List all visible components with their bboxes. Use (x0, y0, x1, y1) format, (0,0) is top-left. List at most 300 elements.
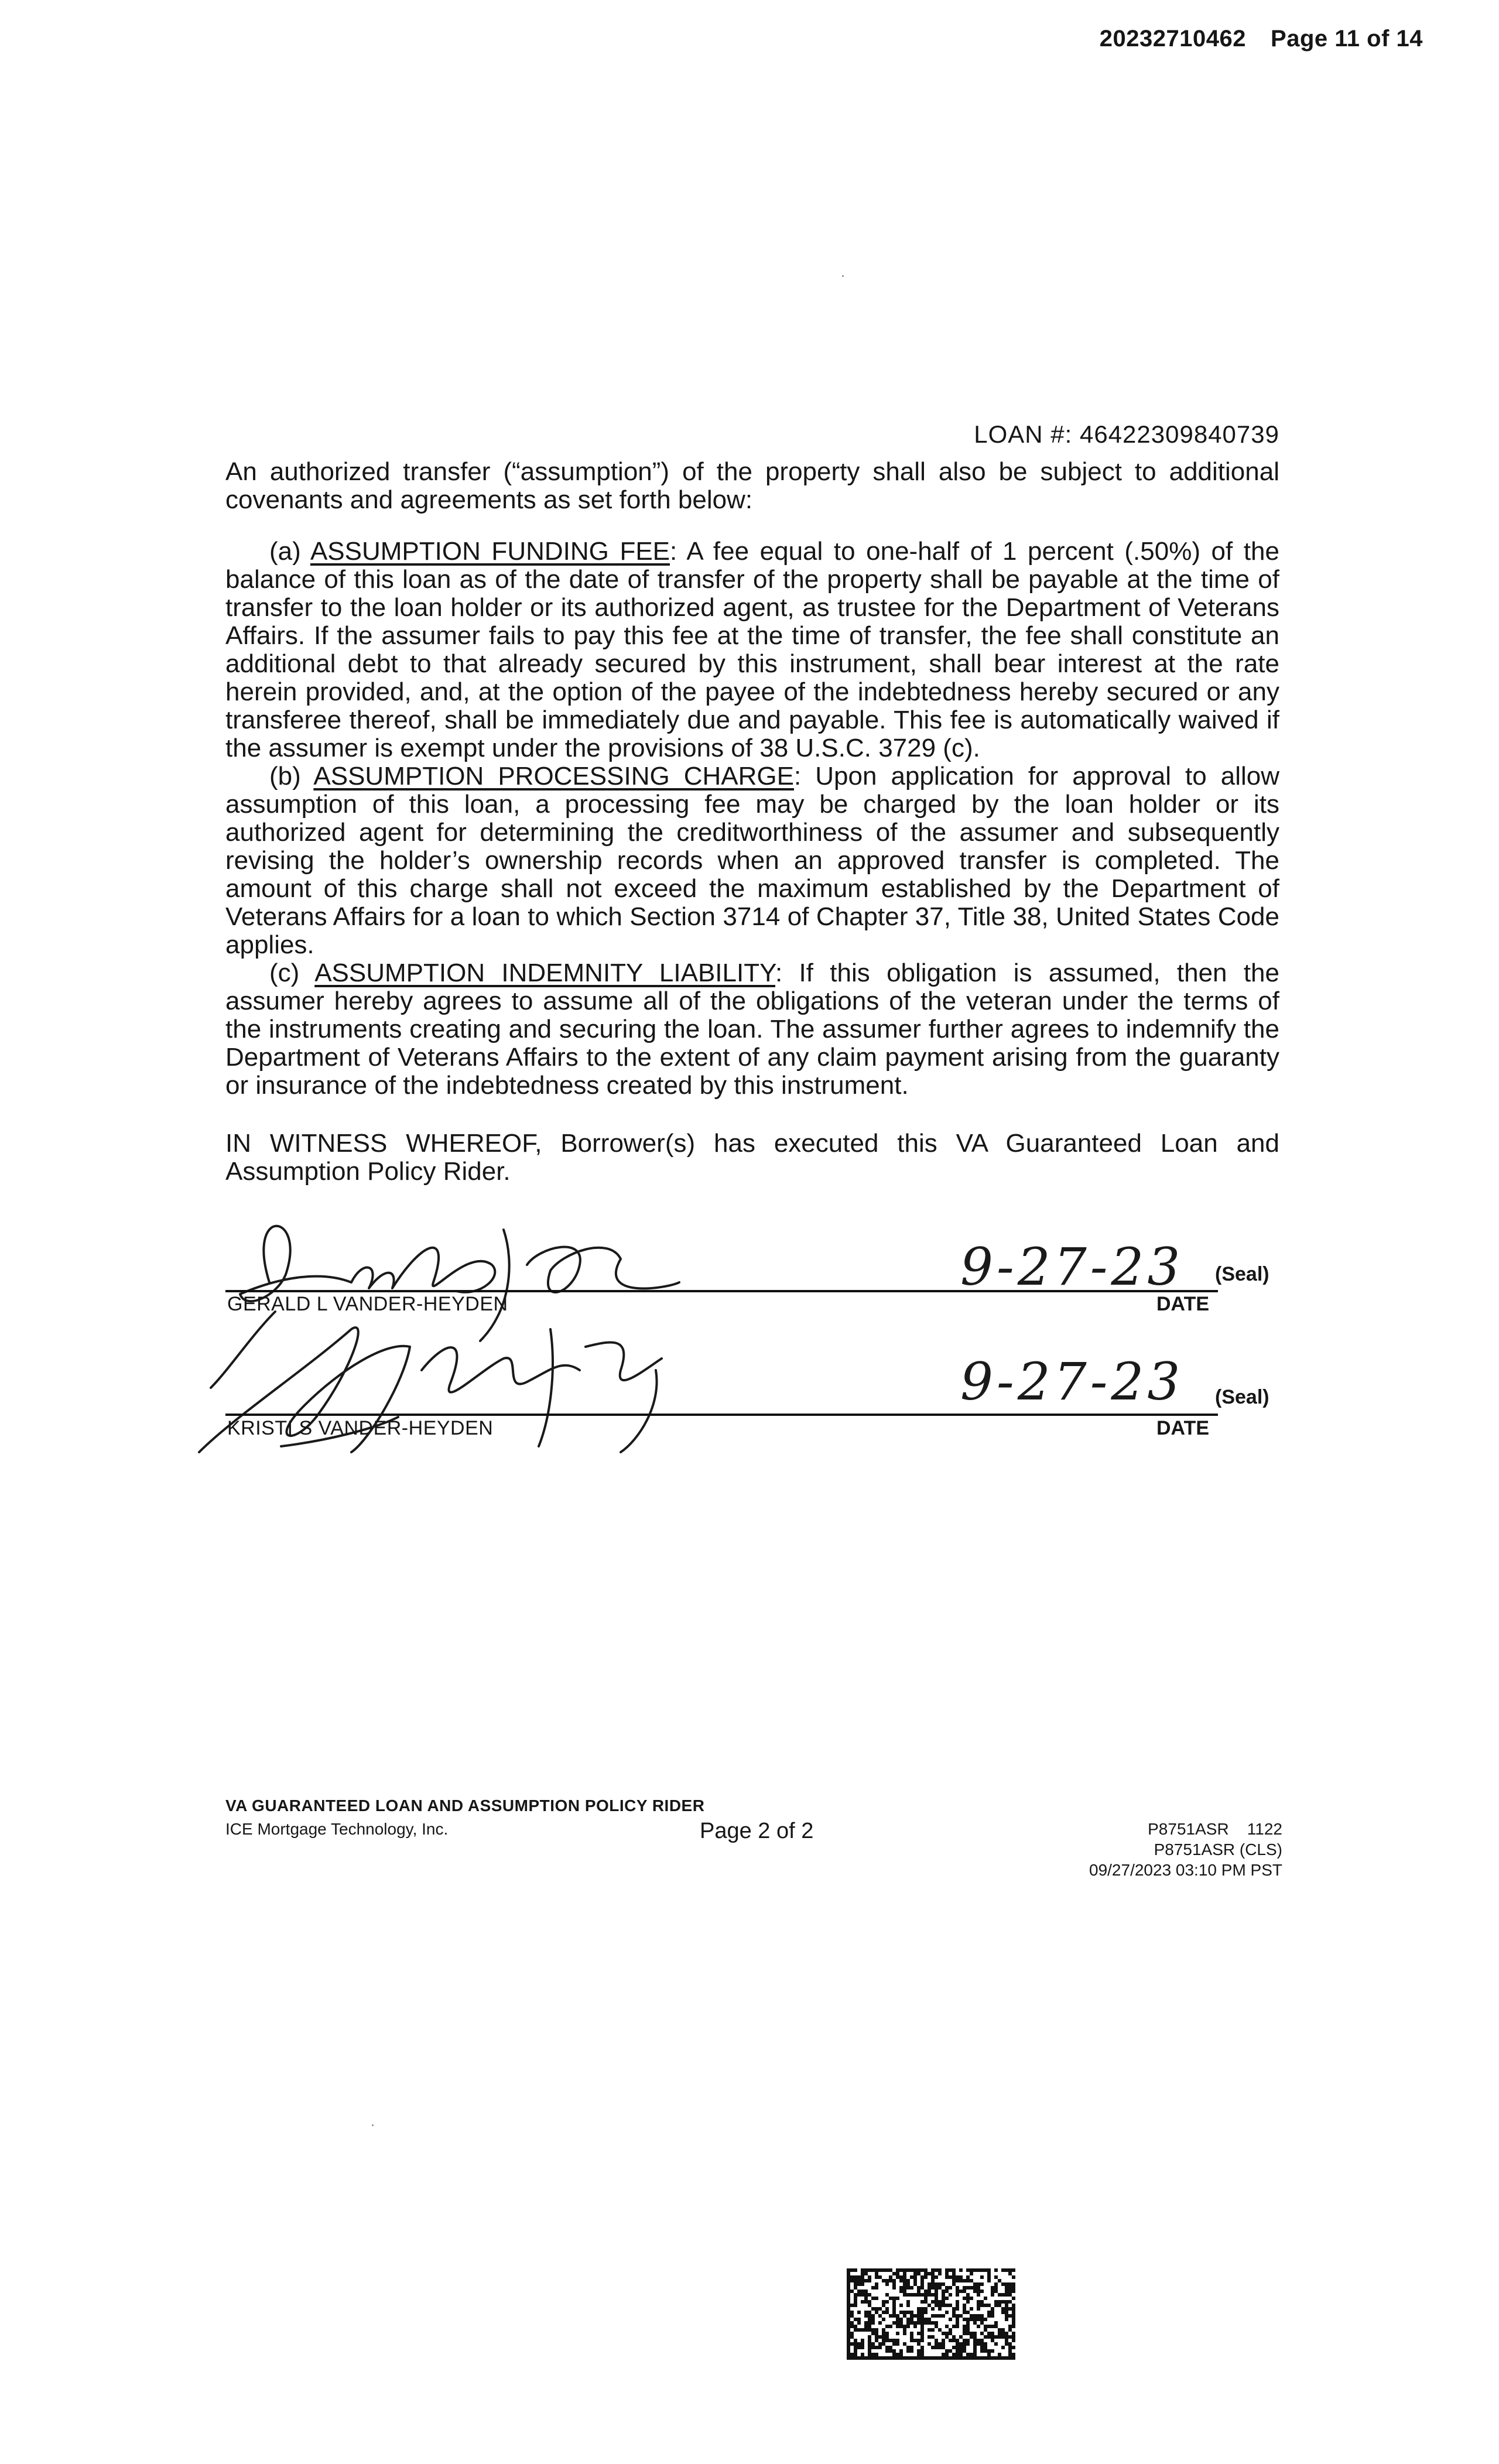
barcode-module (991, 2314, 994, 2318)
barcode-module (882, 2342, 885, 2346)
barcode-module (896, 2297, 899, 2300)
barcode-module (868, 2353, 871, 2356)
barcode-module (917, 2321, 920, 2325)
barcode-module (970, 2356, 973, 2360)
barcode-module (945, 2311, 949, 2314)
barcode-module (903, 2275, 906, 2279)
barcode-module (847, 2346, 850, 2349)
barcode-module (864, 2311, 868, 2314)
barcode-module (987, 2275, 991, 2279)
barcode-module (889, 2268, 892, 2272)
barcode-module (889, 2297, 892, 2300)
barcode-module (924, 2318, 928, 2321)
barcode-module (928, 2318, 931, 2321)
barcode-module (949, 2328, 952, 2332)
barcode-module (882, 2339, 885, 2342)
barcode-module (885, 2311, 889, 2314)
barcode-module (920, 2275, 924, 2279)
barcode-module (861, 2328, 864, 2332)
barcode-module (864, 2300, 868, 2304)
barcode-module (928, 2356, 931, 2360)
barcode-module (924, 2321, 928, 2325)
barcode-module (966, 2321, 970, 2325)
barcode-module (980, 2321, 984, 2325)
barcode-module (847, 2279, 850, 2282)
barcode-module (987, 2353, 991, 2356)
barcode-module (910, 2339, 913, 2342)
barcode-module (847, 2275, 850, 2279)
barcode-module (984, 2328, 987, 2332)
barcode-module (987, 2272, 991, 2275)
barcode-module (1005, 2300, 1008, 2304)
barcode-module (998, 2356, 1001, 2360)
barcode-module (935, 2297, 938, 2300)
barcode-module (945, 2268, 949, 2272)
barcode-module (935, 2275, 938, 2279)
barcode-module (868, 2328, 871, 2332)
barcode-module (994, 2286, 998, 2290)
barcode-module (963, 2318, 966, 2321)
barcode-module (945, 2272, 949, 2275)
barcode-module (857, 2279, 861, 2282)
barcode-module (973, 2268, 977, 2272)
barcode-module (847, 2307, 850, 2311)
barcode-module (861, 2342, 864, 2346)
barcode-module (938, 2282, 942, 2286)
barcode-module (945, 2356, 949, 2360)
barcode-module (913, 2314, 917, 2318)
barcode-module (920, 2318, 924, 2321)
barcode-module (949, 2304, 952, 2307)
barcode-module (970, 2318, 973, 2321)
barcode-module (878, 2314, 882, 2318)
barcode-module (945, 2332, 949, 2335)
barcode-module (966, 2268, 970, 2272)
barcode-module (924, 2307, 928, 2311)
barcode-module (977, 2304, 980, 2307)
barcode-module (1008, 2300, 1012, 2304)
barcode-module (854, 2297, 857, 2300)
barcode-module (875, 2297, 878, 2300)
barcode-module (892, 2342, 896, 2346)
barcode-module (903, 2286, 906, 2290)
barcode-module (889, 2346, 892, 2349)
barcode-module (984, 2268, 987, 2272)
barcode-module (850, 2311, 854, 2314)
barcode-module (910, 2268, 913, 2272)
barcode-module (1001, 2328, 1005, 2332)
barcode-module (963, 2349, 966, 2353)
barcode-module (1001, 2293, 1005, 2297)
barcode-module (1008, 2272, 1012, 2275)
barcode-module (899, 2349, 903, 2353)
barcode-module (920, 2332, 924, 2335)
barcode-module (903, 2293, 906, 2297)
barcode-module (868, 2293, 871, 2297)
barcode-module (931, 2275, 935, 2279)
barcode-module (885, 2346, 889, 2349)
barcode-module (885, 2332, 889, 2335)
barcode-module (991, 2311, 994, 2314)
barcode-module (868, 2300, 871, 2304)
barcode-module (931, 2300, 935, 2304)
barcode-module (864, 2356, 868, 2360)
barcode-module (945, 2349, 949, 2353)
barcode-module (935, 2290, 938, 2293)
barcode-module (861, 2279, 864, 2282)
barcode-module (935, 2346, 938, 2349)
barcode-module (1001, 2356, 1005, 2360)
barcode-module (878, 2275, 882, 2279)
barcode-module (920, 2293, 924, 2297)
barcode-module (1012, 2321, 1015, 2325)
barcode-module (991, 2293, 994, 2297)
barcode-module (892, 2356, 896, 2360)
barcode-module (949, 2293, 952, 2297)
barcode-module (952, 2346, 956, 2349)
barcode-module (868, 2275, 871, 2279)
barcode-module (871, 2353, 875, 2356)
barcode-module (847, 2321, 850, 2325)
barcode-module (942, 2356, 945, 2360)
barcode-module (987, 2325, 991, 2328)
barcode-module (1001, 2346, 1005, 2349)
borrower-name: GERALD L VANDER-HEYDEN (227, 1293, 508, 1315)
barcode-module (935, 2268, 938, 2272)
barcode-module (913, 2279, 917, 2282)
barcode-module (959, 2279, 963, 2282)
barcode-module (892, 2300, 896, 2304)
barcode-module (847, 2318, 850, 2321)
barcode-module (861, 2282, 864, 2286)
barcode-module (847, 2339, 850, 2342)
barcode-image (843, 2267, 1019, 2361)
barcode-module (1008, 2307, 1012, 2311)
barcode-module (910, 2332, 913, 2335)
barcode-module (956, 2290, 959, 2293)
barcode-module (1008, 2353, 1012, 2356)
barcode-module (850, 2335, 854, 2339)
handwritten-date: 9-27-23 (960, 1237, 1184, 1297)
barcode-module (963, 2346, 966, 2349)
barcode-module (892, 2353, 896, 2356)
barcode-module (871, 2286, 875, 2290)
barcode-module (970, 2279, 973, 2282)
barcode-module (980, 2332, 984, 2335)
barcode-module (871, 2342, 875, 2346)
barcode-module (984, 2325, 987, 2328)
barcode-module (956, 2293, 959, 2297)
form-title: VA GUARANTEED LOAN AND ASSUMPTION POLICY RIDER (225, 1796, 705, 1815)
barcode-module (956, 2318, 959, 2321)
barcode-module (963, 2290, 966, 2293)
barcode-module (977, 2290, 980, 2293)
intro-paragraph: An authorized transfer (“assumption”) of the property shall also be subject to additional covenants and agreements as set forth below: (225, 457, 1279, 514)
barcode-module (899, 2290, 903, 2293)
barcode-module (868, 2311, 871, 2314)
barcode-module (963, 2342, 966, 2346)
barcode-module (920, 2346, 924, 2349)
barcode-module (924, 2293, 928, 2297)
borrower-name: KRISTI S VANDER-HEYDEN (227, 1417, 494, 1439)
barcode-module (878, 2346, 882, 2349)
barcode-module (928, 2321, 931, 2325)
barcode-module (991, 2325, 994, 2328)
barcode-module (966, 2325, 970, 2328)
barcode-module (994, 2275, 998, 2279)
barcode-module (854, 2342, 857, 2346)
barcode-module (864, 2272, 868, 2275)
barcode-module (935, 2356, 938, 2360)
barcode-module (899, 2279, 903, 2282)
barcode-module (882, 2304, 885, 2307)
barcode-module (917, 2286, 920, 2290)
barcode-module (980, 2349, 984, 2353)
barcode-module (987, 2268, 991, 2272)
barcode-module (847, 2272, 850, 2275)
barcode-module (998, 2332, 1001, 2335)
barcode-module (1008, 2290, 1012, 2293)
barcode-module (892, 2272, 896, 2275)
barcode-module (980, 2314, 984, 2318)
barcode-module (928, 2272, 931, 2275)
date-label: DATE (1156, 1417, 1210, 1439)
barcode-module (1008, 2335, 1012, 2339)
barcode-module (906, 2286, 910, 2290)
barcode-module (899, 2318, 903, 2321)
barcode-module (903, 2272, 906, 2275)
barcode-module (1005, 2282, 1008, 2286)
barcode-module (980, 2304, 984, 2307)
barcode-module (864, 2290, 868, 2293)
barcode-module (973, 2339, 977, 2342)
barcode-module (920, 2279, 924, 2282)
barcode-module (882, 2279, 885, 2282)
barcode-module (942, 2282, 945, 2286)
barcode-module (931, 2328, 935, 2332)
barcode-module (973, 2321, 977, 2325)
barcode-module (1008, 2325, 1012, 2328)
barcode-module (917, 2307, 920, 2311)
barcode-module (882, 2268, 885, 2272)
barcode-module (949, 2268, 952, 2272)
barcode-module (854, 2339, 857, 2342)
barcode-module (885, 2268, 889, 2272)
barcode-module (991, 2349, 994, 2353)
barcode-module (956, 2286, 959, 2290)
barcode-module (1012, 2339, 1015, 2342)
barcode-module (854, 2325, 857, 2328)
barcode-module (850, 2325, 854, 2328)
barcode-module (931, 2286, 935, 2290)
clause-prefix: (b) (269, 762, 314, 790)
barcode-module (847, 2293, 850, 2297)
document-number: 20232710462 (1099, 26, 1247, 52)
barcode-module (850, 2353, 854, 2356)
barcode-module (871, 2346, 875, 2349)
barcode-module (906, 2311, 910, 2314)
witness-paragraph: IN WITNESS WHEREOF, Borrower(s) has executed this VA Guaranteed Loan and Assumption Policy Rider. (225, 1129, 1279, 1186)
signature-line (225, 1414, 1218, 1416)
barcode-module (938, 2268, 942, 2272)
barcode-module (942, 2297, 945, 2300)
barcode-module (977, 2356, 980, 2360)
barcode-module (920, 2300, 924, 2304)
barcode-module (931, 2293, 935, 2297)
barcode-module (910, 2275, 913, 2279)
barcode-module (847, 2300, 850, 2304)
barcode-module (987, 2356, 991, 2360)
barcode-module (959, 2356, 963, 2360)
barcode-module (861, 2293, 864, 2297)
barcode-module (952, 2268, 956, 2272)
barcode-module (942, 2314, 945, 2318)
clause-indemnity-liability (225, 959, 1279, 1100)
barcode-module (857, 2328, 861, 2332)
barcode-module (847, 2349, 850, 2353)
barcode-module (917, 2339, 920, 2342)
barcode-module (987, 2349, 991, 2353)
barcode-module (977, 2314, 980, 2318)
barcode-module (917, 2332, 920, 2335)
barcode-module (920, 2311, 924, 2314)
barcode-module (868, 2268, 871, 2272)
barcode-module (956, 2349, 959, 2353)
barcode-module (966, 2318, 970, 2321)
barcode-module (928, 2328, 931, 2332)
barcode-module (868, 2321, 871, 2325)
barcode-module (861, 2339, 864, 2342)
barcode-module (871, 2321, 875, 2325)
barcode-module (913, 2321, 917, 2325)
barcode-module (935, 2304, 938, 2307)
barcode-module (896, 2275, 899, 2279)
barcode-module (963, 2356, 966, 2360)
barcode-module (906, 2346, 910, 2349)
barcode-module (949, 2332, 952, 2335)
barcode-module (906, 2318, 910, 2321)
barcode-module (1005, 2314, 1008, 2318)
barcode-module (994, 2325, 998, 2328)
barcode-module (917, 2311, 920, 2314)
barcode-module (875, 2335, 878, 2339)
barcode-module (1005, 2290, 1008, 2293)
form-page-number: Page 2 of 2 (700, 1819, 814, 1843)
barcode-module (994, 2356, 998, 2360)
loan-number: LOAN #: 46422309840739 (974, 420, 1279, 448)
barcode-module (903, 2282, 906, 2286)
barcode-module (1012, 2356, 1015, 2360)
barcode-module (942, 2353, 945, 2356)
barcode-module (928, 2286, 931, 2290)
barcode-module (931, 2335, 935, 2339)
barcode-module (1001, 2300, 1005, 2304)
barcode-module (1012, 2268, 1015, 2272)
barcode-module (850, 2342, 854, 2346)
barcode-module (882, 2356, 885, 2360)
barcode-module (920, 2353, 924, 2356)
barcode-module (861, 2300, 864, 2304)
barcode-module (963, 2307, 966, 2311)
barcode-module (906, 2321, 910, 2325)
clause-text: : A fee equal to one-half of 1 percent (.50%) of the balance of this loan as of the date of transfer of the property shall be payable at the time of transfer to the loan holder or its authorized agent, as trustee for the Department of Veterans Affairs. If the assumer fails to pay this fee at the time of transfer, the fee shall constitute an additional debt to that already secured by this instrument, shall bear interest at the rate herein provided, and, at the option of the payee of the indebtedness hereby secured or any transferee thereof, shall be immediately due and payable. This fee is automatically waived if the assumer is exempt under the provisions of 38 U.S.C. 3729 (c). (225, 537, 1280, 762)
barcode-module (980, 2268, 984, 2272)
barcode-module (956, 2279, 959, 2282)
barcode-module (1012, 2353, 1015, 2356)
barcode-module (913, 2293, 917, 2297)
barcode-module (899, 2268, 903, 2272)
barcode-module (949, 2318, 952, 2321)
barcode-module (871, 2328, 875, 2332)
barcode-module (861, 2356, 864, 2360)
barcode-module (913, 2339, 917, 2342)
barcode-module (910, 2318, 913, 2321)
barcode-module (956, 2307, 959, 2311)
barcode-module (956, 2356, 959, 2360)
barcode-module (987, 2279, 991, 2282)
barcode-module (868, 2325, 871, 2328)
barcode-module (966, 2293, 970, 2297)
barcode-module (1008, 2328, 1012, 2332)
barcode-module (980, 2356, 984, 2360)
barcode-module (861, 2268, 864, 2272)
barcode-module (924, 2268, 928, 2272)
barcode-module (994, 2290, 998, 2293)
barcode-module (935, 2282, 938, 2286)
barcode-module (868, 2318, 871, 2321)
barcode-module (1012, 2325, 1015, 2328)
barcode-module (963, 2332, 966, 2335)
barcode-module (963, 2311, 966, 2314)
barcode-module (910, 2293, 913, 2297)
barcode-module (959, 2314, 963, 2318)
barcode-module (1008, 2342, 1012, 2346)
barcode-module (903, 2328, 906, 2332)
barcode-module (854, 2279, 857, 2282)
barcode-module (952, 2314, 956, 2318)
barcode-module (917, 2349, 920, 2353)
barcode-module (896, 2318, 899, 2321)
barcode-module (875, 2268, 878, 2272)
barcode-module (924, 2297, 928, 2300)
barcode-module (942, 2339, 945, 2342)
barcode-module (1012, 2314, 1015, 2318)
barcode-module (938, 2304, 942, 2307)
barcode-module (998, 2335, 1001, 2339)
barcode-module (885, 2339, 889, 2342)
barcode-module (966, 2275, 970, 2279)
barcode-module (889, 2325, 892, 2328)
barcode-module (899, 2325, 903, 2328)
barcode-module (973, 2282, 977, 2286)
barcode-module (984, 2318, 987, 2321)
barcode-module (959, 2353, 963, 2356)
barcode-module (931, 2272, 935, 2275)
barcode-module (924, 2300, 928, 2304)
barcode-module (857, 2275, 861, 2279)
barcode-module (942, 2342, 945, 2346)
barcode-module (847, 2335, 850, 2339)
barcode-module (970, 2286, 973, 2290)
barcode-module (1008, 2286, 1012, 2290)
barcode-module (931, 2321, 935, 2325)
barcode-module (850, 2275, 854, 2279)
seal-label: (Seal) (1215, 1386, 1269, 1408)
barcode-module (920, 2328, 924, 2332)
barcode-module (917, 2353, 920, 2356)
barcode-module (857, 2356, 861, 2360)
barcode-module (875, 2353, 878, 2356)
